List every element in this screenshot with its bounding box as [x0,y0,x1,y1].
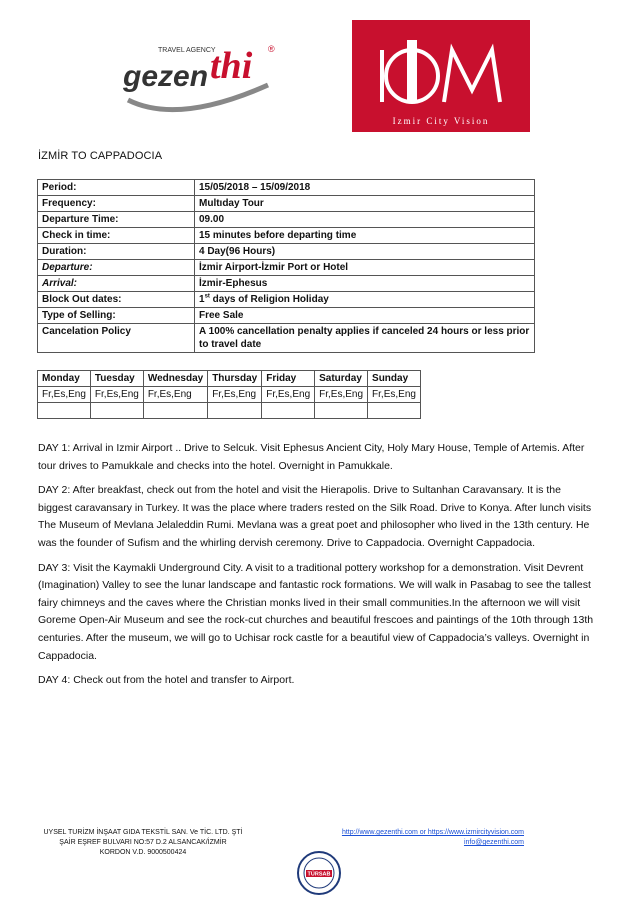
table-row [38,292,535,308]
info-value: 15/05/2018 – 15/09/2018 [195,180,535,196]
logo-name-part2: thi [210,45,253,87]
info-label: Duration: [38,244,195,260]
table-row [38,371,421,387]
value-number: 1 [199,294,205,305]
info-value: Multıday Tour [195,196,535,212]
info-label: Departure Time: [38,212,195,228]
table-row [38,308,535,324]
empty-cell [143,403,207,419]
value-text: days of Religion Holiday [209,294,329,305]
info-label: Check in time: [38,228,195,244]
tursab-seal-icon [297,851,341,895]
gezenthi-logo [118,30,288,120]
tour-info-table [37,179,535,353]
info-value: 09.00 [195,212,535,228]
izmir-city-vision-logo [352,20,530,132]
schedule-table [37,370,421,419]
info-value: İzmir Airport-İzmir Port or Hotel [195,260,535,276]
table-row [38,260,535,276]
day-header: Tuesday [90,371,143,387]
logo-name-part1: gezen [123,60,209,93]
language-cell: Fr,Es,Eng [90,387,143,403]
table-row [38,403,421,419]
itinerary-day-3: DAY 3: Visit the Kaymakli Underground City. A visit to a traditional pottery workshop for a demonstration. Visit Devrent (Imagination) Valley to see the lunar landscape and fantastic rock formations. We will walk in Pasabag to see the tallest fairy chimneys and the caves where the Christian monks lived in their small communities.In the afternoon we will visit Goreme Open-Air Museum and see the rock-cut churches and beautiful frescoes and paintings of the 10th through 13th centuries. After the museum, we will go to Uchisar rock castle for a beautiful view of Cappadocia’s valleys. Overnight in Cappadocia. [38,561,594,662]
info-value [195,292,535,308]
itinerary [38,440,596,697]
language-cell: Fr,Es,Eng [315,387,368,403]
table-row [38,196,535,212]
table-row [38,212,535,228]
info-label: Period: [38,180,195,196]
info-value: 4 Day(96 Hours) [195,244,535,260]
info-value: İzmir-Ephesus [195,276,535,292]
info-label: Block Out dates: [38,292,195,308]
language-cell: Fr,Es,Eng [143,387,207,403]
info-label: Frequency: [38,196,195,212]
value-ordinal: st [204,293,210,300]
email-link[interactable]: info@gezenthi.com [463,839,524,846]
info-label: Arrival: [38,276,195,292]
footer-tax-office: KORDON V.D. 9000500424 [99,849,187,856]
empty-cell [38,403,91,419]
info-label: Type of Selling: [38,308,195,324]
empty-cell [90,403,143,419]
day-header: Sunday [368,371,421,387]
table-row [38,180,535,196]
info-value: A 100% cancellation penalty applies if canceled 24 hours or less prior to travel date [195,324,535,353]
website-links[interactable]: http://www.gezenthi.com or https://www.izmircityvision.com [341,829,524,836]
footer-company-info [38,828,248,858]
document-title: İZMİR TO CAPPADOCIA [38,150,163,162]
day-header: Saturday [315,371,368,387]
language-cell: Fr,Es,Eng [208,387,262,403]
empty-cell [262,403,315,419]
clock-tower-icon [407,40,417,102]
info-value: 15 minutes before departing time [195,228,535,244]
info-label: Departure: [38,260,195,276]
itinerary-day-2: DAY 2: After breakfast, check out from the hotel and visit the Hierapolis. Drive to Sultanhan Caravansary. It is the biggest caravansary in Turkey. It was the place where traders rested on the Silk Road. Drive to Konya. After lunch visits The Museum of Mevlana Jelaleddin Rumi. Mevlana was a great poet and philosopher who lived in the 13th century. He was the founder of Sufism and the whirling dervish ceremony. Drive to Cappadocia. Overnight Cappadocia. [38,484,592,549]
table-row [38,387,421,403]
info-label: Cancelation Policy [38,324,195,353]
itinerary-day-4: DAY 4: Check out from the hotel and transfer to Airport. [38,674,295,687]
language-cell: Fr,Es,Eng [368,387,421,403]
day-header: Wednesday [143,371,207,387]
empty-cell [208,403,262,419]
day-header: Monday [38,371,91,387]
table-row [38,324,535,353]
footer-contact [330,828,524,848]
table-row [38,244,535,260]
seal-text: TÜRSAB [307,871,331,878]
info-value: Free Sale [195,308,535,324]
language-cell: Fr,Es,Eng [262,387,315,403]
logo-reg-mark: ® [268,44,275,54]
itinerary-day-1: DAY 1: Arrival in Izmir Airport .. Drive to Selcuk. Visit Ephesus Ancient City, Holy Mary House, Temple of Artemis. After tour drives to Pamukkale and checks into the hotel. Overnight in Pamukkale. [38,442,585,472]
day-header: Friday [262,371,315,387]
day-header: Thursday [208,371,262,387]
footer-address: ŞAİR EŞREF BULVARI NO:57 D.2 ALSANCAK/İZMİR [59,839,227,846]
empty-cell [315,403,368,419]
table-row [38,228,535,244]
logo-tagline: TRAVEL AGENCY [158,47,216,54]
language-cell: Fr,Es,Eng [38,387,91,403]
empty-cell [368,403,421,419]
footer-company-name: UYSEL TURİZM İNŞAAT GIDA TEKSTİL SAN. Ve TİC. LTD. ŞTİ [43,829,243,836]
logo-caption: Izmir City Vision [392,116,490,126]
table-row [38,276,535,292]
